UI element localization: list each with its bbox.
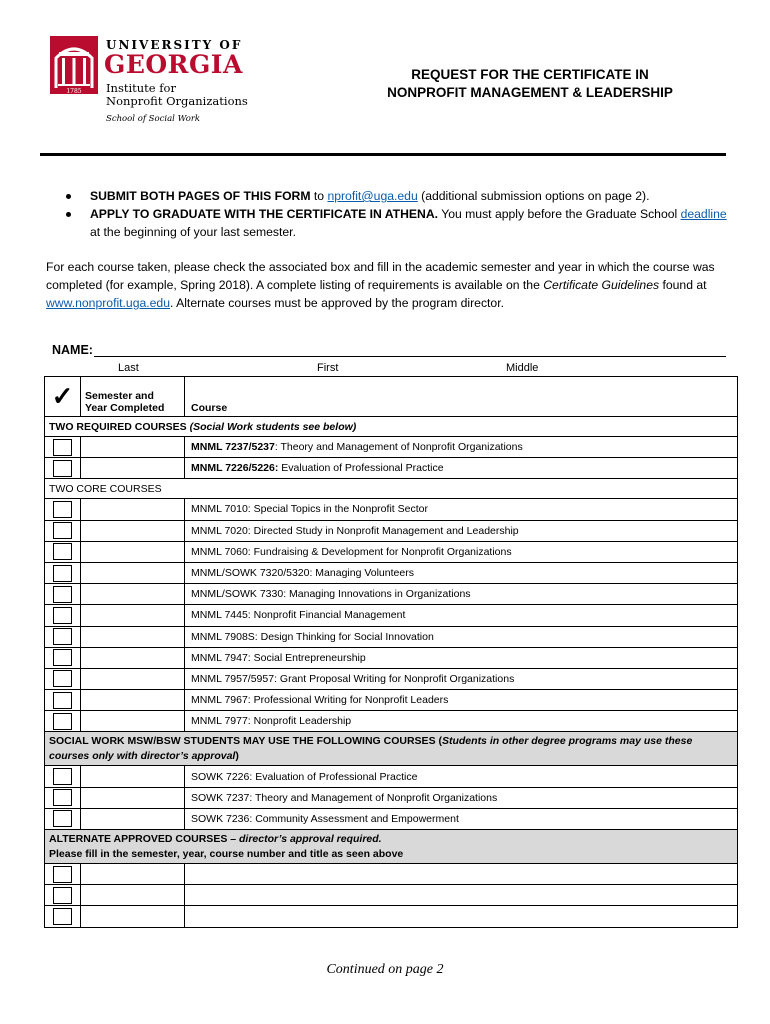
course-cell — [185, 437, 738, 458]
row-checkbox-cell — [45, 562, 81, 583]
course-input[interactable] — [185, 906, 738, 927]
section-social-work — [45, 732, 738, 766]
name-middle-label: Middle — [506, 362, 539, 374]
semester-input[interactable] — [81, 626, 185, 647]
row-checkbox-cell — [45, 458, 81, 479]
semester-input[interactable] — [81, 437, 185, 458]
course-title: MNML 7947: Social Entrepreneurship — [185, 647, 738, 668]
table-row — [45, 584, 738, 605]
semester-input[interactable] — [81, 584, 185, 605]
course-checkbox[interactable] — [53, 460, 72, 477]
semester-input[interactable] — [81, 711, 185, 732]
row-checkbox-cell — [45, 647, 81, 668]
course-checkbox[interactable] — [53, 439, 72, 456]
bullet-dot-icon — [66, 212, 71, 217]
course-title: SOWK 7236: Community Assessment and Empowerment — [185, 808, 738, 829]
semester-input[interactable] — [81, 647, 185, 668]
instruction-bullets — [62, 187, 730, 241]
intro-paragraph — [46, 258, 736, 312]
row-checkbox-cell — [45, 808, 81, 829]
semester-input[interactable] — [81, 668, 185, 689]
semester-input[interactable] — [81, 690, 185, 711]
name-field[interactable] — [94, 356, 726, 357]
table-row — [45, 766, 738, 787]
table-row — [45, 668, 738, 689]
course-title: MNML 7967: Professional Writing for Nonprofit Leaders — [185, 690, 738, 711]
table-row — [45, 541, 738, 562]
row-checkbox-cell — [45, 541, 81, 562]
intro-text2: found at — [659, 278, 707, 292]
table-row — [45, 885, 738, 906]
logo-year: 1785 — [66, 88, 82, 94]
course-checkbox[interactable] — [53, 586, 72, 603]
bullet-apply-bold: APPLY TO GRADUATE WITH THE CERTIFICATE IN ATHENA. — [90, 207, 439, 221]
logo-georgia: GEORGIA — [104, 50, 243, 79]
course-checkbox[interactable] — [53, 565, 72, 582]
course-checkbox[interactable] — [53, 628, 72, 645]
intro-guidelines: Certificate Guidelines — [543, 278, 660, 292]
row-checkbox-cell — [45, 520, 81, 541]
course-checkbox[interactable] — [53, 866, 72, 883]
sw-title: SOCIAL WORK MSW/BSW STUDENTS MAY USE THE FOLLOWING COURSES ( — [49, 734, 442, 747]
table-row — [45, 458, 738, 479]
course-title: MNML/SOWK 7320/5320: Managing Volunteers — [185, 562, 738, 583]
section-required-title — [45, 417, 738, 437]
email-link[interactable]: nprofit@uga.edu — [327, 189, 418, 203]
row-checkbox-cell — [45, 690, 81, 711]
row-checkbox-cell — [45, 626, 81, 647]
row-checkbox-cell — [45, 711, 81, 732]
course-checkbox[interactable] — [53, 501, 72, 518]
course-title: MNML 7020: Directed Study in Nonprofit Management and Leadership — [185, 520, 738, 541]
continued-note: Continued on page 2 — [326, 962, 444, 977]
course-title: : Theory and Management of Nonprofit Organizations — [274, 441, 523, 454]
name-last-label: Last — [118, 362, 139, 374]
bullet-apply-pre: You must apply before the Graduate School — [438, 207, 681, 221]
row-checkbox-cell — [45, 885, 81, 906]
semester-input[interactable] — [81, 562, 185, 583]
semester-input[interactable] — [81, 541, 185, 562]
table-row — [45, 787, 738, 808]
required-title: TWO REQUIRED COURSES — [49, 420, 190, 433]
bullet-apply — [62, 205, 730, 241]
semester-input[interactable] — [81, 605, 185, 626]
header-divider — [40, 153, 726, 156]
table-row — [45, 605, 738, 626]
semester-input[interactable] — [81, 808, 185, 829]
bullet-submit-post: (additional submission options on page 2). — [417, 189, 650, 203]
logo-school: School of Social Work — [106, 114, 201, 124]
course-checkbox[interactable] — [53, 649, 72, 666]
semester-input[interactable] — [81, 766, 185, 787]
row-checkbox-cell — [45, 605, 81, 626]
course-checkbox[interactable] — [53, 768, 72, 785]
sw-close: ) — [235, 749, 239, 762]
alt-line2: Please fill in the semester, year, course number and title as seen above — [49, 847, 404, 860]
logo-institute-line2: Nonprofit Organizations — [106, 94, 248, 108]
course-input[interactable] — [185, 864, 738, 885]
deadline-link[interactable]: deadline — [680, 207, 727, 221]
semester-input[interactable] — [81, 906, 185, 927]
required-note: (Social Work students see below) — [189, 420, 357, 433]
semester-header-line1: Semester and — [85, 390, 154, 402]
course-checkbox[interactable] — [53, 692, 72, 709]
bullet-submit-bold: SUBMIT BOTH PAGES OF THIS FORM — [90, 189, 311, 203]
section-social-work-title — [45, 732, 738, 766]
alt-title: ALTERNATE APPROVED COURSES – — [49, 832, 239, 845]
course-checkbox[interactable] — [53, 887, 72, 904]
table-header-row — [45, 377, 738, 417]
title-line1: REQUEST FOR THE CERTIFICATE IN — [411, 67, 649, 82]
course-title: MNML 7977: Nonprofit Leadership — [185, 711, 738, 732]
section-core-title: TWO CORE COURSES — [45, 479, 738, 499]
table-row — [45, 808, 738, 829]
course-code: MNML 7237/5237 — [191, 441, 275, 454]
semester-input[interactable] — [81, 458, 185, 479]
semester-input[interactable] — [81, 520, 185, 541]
uga-logo — [50, 32, 260, 132]
course-header: Course — [185, 377, 738, 417]
course-title: MNML 7445: Nonprofit Financial Management — [185, 605, 738, 626]
course-input[interactable] — [185, 885, 738, 906]
course-checkbox[interactable] — [53, 789, 72, 806]
table-row — [45, 647, 738, 668]
course-title: MNML 7957/5957: Grant Proposal Writing for Nonprofit Organizations — [185, 668, 738, 689]
table-row — [45, 690, 738, 711]
row-checkbox-cell — [45, 499, 81, 520]
bullet-submit-pre: to — [310, 189, 328, 203]
row-checkbox-cell — [45, 668, 81, 689]
course-checkbox[interactable] — [53, 670, 72, 687]
section-required — [45, 417, 738, 437]
semester-input[interactable] — [81, 499, 185, 520]
page-title — [340, 66, 720, 102]
course-title: SOWK 7226: Evaluation of Professional Practice — [185, 766, 738, 787]
table-row — [45, 562, 738, 583]
table-row — [45, 626, 738, 647]
course-code: MNML 7226/5226: — [191, 462, 279, 475]
core-course-list — [45, 499, 738, 732]
bullet-apply-post: at the beginning of your last semester. — [90, 225, 296, 239]
intro-text3: . Alternate courses must be approved by the program director. — [170, 296, 504, 310]
logo-institute — [106, 82, 248, 108]
check-header — [45, 377, 81, 417]
section-alternate — [45, 830, 738, 864]
intro-text1: For each course taken, please check the associated box and fill in the academic semester and year in which the course was completed (for example, Spring 2018). A complete listing of requirements is available on the — [46, 260, 715, 292]
row-checkbox-cell — [45, 766, 81, 787]
row-checkbox-cell — [45, 437, 81, 458]
table-row — [45, 437, 738, 458]
semester-input[interactable] — [81, 864, 185, 885]
row-checkbox-cell — [45, 864, 81, 885]
row-checkbox-cell — [45, 787, 81, 808]
alt-note: director’s approval required. — [239, 832, 382, 845]
course-title: MNML 7010: Special Topics in the Nonprofit Sector — [185, 499, 738, 520]
logo-institute-line1: Institute for — [106, 81, 176, 95]
logo-university: UNIVERSITY OF — [106, 38, 243, 52]
semester-header-line2: Year Completed — [85, 402, 165, 414]
website-link[interactable]: www.nonprofit.uga.edu — [46, 296, 170, 310]
title-line2: NONPROFIT MANAGEMENT & LEADERSHIP — [387, 85, 673, 100]
name-first-label: First — [317, 362, 339, 374]
course-checkbox[interactable] — [53, 908, 72, 925]
bullet-dot-icon — [66, 194, 71, 199]
bullet-submit — [62, 187, 730, 205]
name-row — [52, 343, 730, 357]
course-title: MNML/SOWK 7330: Managing Innovations in Organizations — [185, 584, 738, 605]
course-checkbox[interactable] — [53, 607, 72, 624]
course-checkbox[interactable] — [53, 543, 72, 560]
course-title: MNML 7908S: Design Thinking for Social Innovation — [185, 626, 738, 647]
table-row — [45, 520, 738, 541]
table-row — [45, 906, 738, 927]
sw-course-list — [45, 766, 738, 830]
checkmark-icon: ✓ — [51, 380, 74, 411]
row-checkbox-cell — [45, 906, 81, 927]
semester-input[interactable] — [81, 885, 185, 906]
name-label: NAME: — [52, 343, 93, 357]
table-row — [45, 711, 738, 732]
row-checkbox-cell — [45, 584, 81, 605]
sw-note: Students in other degree programs may use these courses only with director’s approval — [49, 734, 693, 762]
table-row — [45, 499, 738, 520]
course-checkbox[interactable] — [53, 810, 72, 827]
course-title: Evaluation of Professional Practice — [278, 462, 444, 475]
section-core — [45, 479, 738, 499]
section-alternate-title — [45, 830, 738, 864]
semester-input[interactable] — [81, 787, 185, 808]
table-row — [45, 864, 738, 885]
course-checkbox[interactable] — [53, 522, 72, 539]
course-checkbox[interactable] — [53, 713, 72, 730]
course-cell — [185, 458, 738, 479]
course-title: SOWK 7237: Theory and Management of Nonprofit Organizations — [185, 787, 738, 808]
semester-header — [81, 377, 185, 417]
course-title: MNML 7060: Fundraising & Development for Nonprofit Organizations — [185, 541, 738, 562]
course-table — [44, 376, 738, 928]
arch-icon — [50, 36, 98, 94]
